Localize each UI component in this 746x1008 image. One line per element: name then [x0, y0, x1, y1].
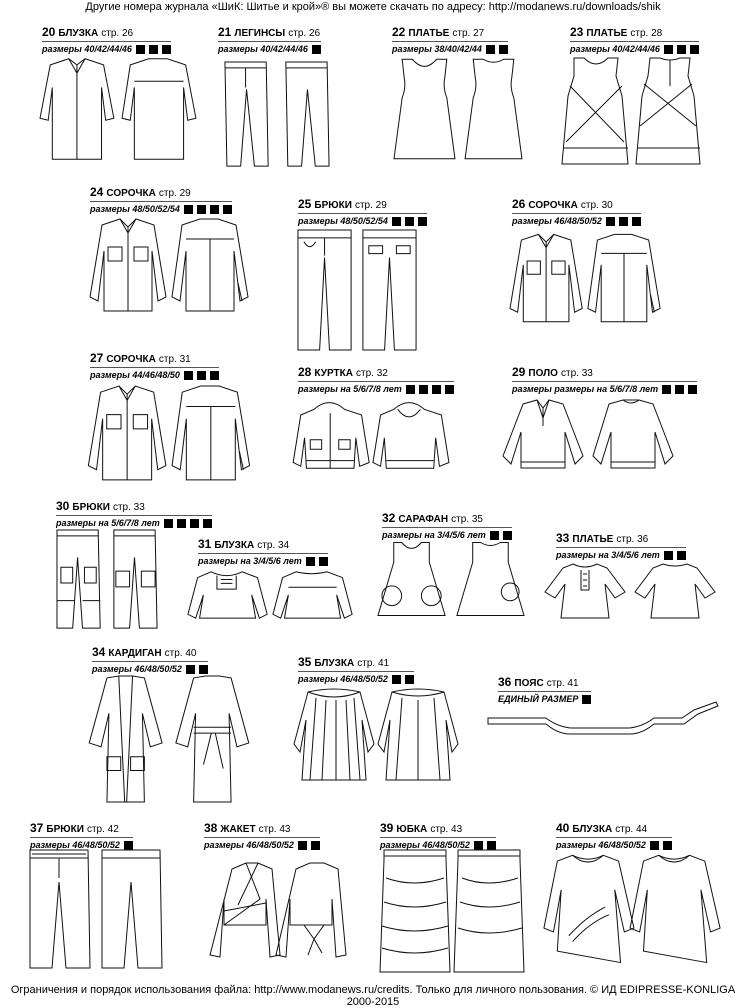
garment-sketch-blouse	[40, 54, 200, 166]
item-name: САРАФАН	[398, 514, 449, 525]
garment-sketch-smock	[186, 566, 356, 622]
item-title	[92, 646, 208, 660]
item-number: 23	[570, 25, 584, 39]
catalog-item-33	[556, 532, 686, 561]
sizes-label: размеры 46/48/50/52	[204, 840, 294, 850]
item-title	[556, 532, 686, 546]
catalog-item-26	[512, 198, 641, 227]
difficulty-square-icon	[210, 371, 219, 380]
item-number: 38	[204, 821, 218, 835]
item-name: ПЛАТЬЕ	[586, 28, 628, 39]
garment-sketch-cardigan	[76, 674, 262, 806]
item-name: ЮБКА	[396, 824, 428, 835]
item-title	[298, 366, 454, 380]
difficulty-square-icon	[186, 665, 195, 674]
page-header: Другие номера журнала «ШиК: Шитье и крой»® вы можете скачать по адресу: http://modanews.ru/downloads/shik	[85, 1, 661, 13]
item-title	[512, 198, 641, 212]
item-name: БЛУЗКА	[214, 540, 255, 551]
difficulty-square-icon	[675, 385, 684, 394]
item-number: 33	[556, 531, 570, 545]
item-title	[90, 352, 219, 366]
item-page: стр. 31	[158, 354, 191, 365]
item-page: стр. 29	[354, 200, 387, 211]
item-title	[498, 676, 591, 690]
item-page: стр. 33	[561, 368, 593, 379]
item-page: стр. 36	[616, 534, 649, 545]
item-name: ЛЕГИНСЫ	[234, 28, 286, 39]
sizes-label: размеры 40/42/44/46	[42, 44, 132, 54]
item-page: стр. 32	[356, 368, 388, 379]
catalog-item-22	[392, 26, 508, 55]
item-number: 37	[30, 821, 44, 835]
catalog-item-20	[42, 26, 171, 55]
difficulty-square-icon	[197, 205, 206, 214]
item-sizes	[512, 381, 697, 395]
item-title	[218, 26, 321, 40]
item-number: 25	[298, 197, 312, 211]
item-name: СОРОЧКА	[106, 354, 156, 365]
item-title	[570, 26, 699, 40]
item-name: БРЮКИ	[46, 824, 84, 835]
catalog-item-38	[204, 822, 320, 851]
difficulty-square-icon	[319, 557, 328, 566]
item-number: 27	[90, 351, 104, 365]
difficulty-square-icon	[619, 217, 628, 226]
page-footer: Ограничения и порядок использования файла: http://www.modanews.ru/credits. Только для личного пользования. © ИД EDIPRESSE-KONLIGA 2000-2015	[10, 984, 736, 1008]
difficulty-square-icon	[662, 385, 671, 394]
difficulty-square-icon	[490, 531, 499, 540]
item-title	[198, 538, 328, 552]
garment-sketch-cargo	[54, 528, 162, 632]
item-sizes	[92, 661, 208, 675]
item-number: 39	[380, 821, 394, 835]
item-title	[382, 512, 512, 526]
sizes-label: размеры 40/42/44/46	[218, 44, 308, 54]
difficulty-square-icon	[184, 371, 193, 380]
garment-sketch-shirt	[90, 216, 250, 316]
garment-sketch-dress	[392, 56, 526, 164]
item-sizes	[392, 41, 508, 55]
item-name: КУРТКА	[314, 368, 353, 379]
item-page: стр. 43	[258, 824, 291, 835]
garment-sketch-dress-x	[560, 56, 704, 168]
item-sizes	[556, 547, 686, 561]
difficulty-square-icon	[432, 385, 441, 394]
item-number: 30	[56, 499, 70, 513]
difficulty-square-icon	[298, 841, 307, 850]
item-number: 32	[382, 511, 396, 525]
difficulty-square-icon	[311, 841, 320, 850]
item-name: ПОЛО	[528, 368, 558, 379]
sizes-label: размеры 46/48/50/52	[92, 664, 182, 674]
item-title	[90, 186, 232, 200]
item-sizes	[42, 41, 171, 55]
item-name: ПЛАТЬЕ	[408, 28, 450, 39]
item-sizes	[198, 553, 328, 567]
item-page: стр. 26	[288, 28, 321, 39]
sizes-label: размеры 46/48/50/52	[556, 840, 646, 850]
difficulty-square-icon	[419, 385, 428, 394]
difficulty-square-icon	[677, 45, 686, 54]
item-page: стр. 30	[580, 200, 613, 211]
difficulty-square-icon	[418, 217, 427, 226]
difficulty-square-icon	[664, 45, 673, 54]
item-page: стр. 26	[101, 28, 134, 39]
difficulty-square-icon	[164, 519, 173, 528]
sizes-label: размеры 44/46/48/50	[90, 370, 180, 380]
item-name: СОРОЧКА	[528, 200, 578, 211]
difficulty-square-icon	[632, 217, 641, 226]
difficulty-square-icon	[190, 519, 199, 528]
garment-sketch-pants	[28, 848, 164, 972]
item-name: ПОЯС	[514, 678, 544, 689]
garment-sketch-polo	[500, 396, 678, 472]
catalog-item-34	[92, 646, 208, 675]
item-number: 40	[556, 821, 570, 835]
item-page: стр. 34	[257, 540, 290, 551]
garment-sketch-skirt	[378, 848, 526, 976]
sizes-label: размеры 48/50/52/54	[90, 204, 180, 214]
item-sizes	[570, 41, 699, 55]
sizes-label: размеры 46/48/50/52	[30, 840, 120, 850]
item-page: стр. 40	[164, 648, 197, 659]
item-page: стр. 42	[86, 824, 119, 835]
item-title	[380, 822, 496, 836]
item-sizes	[204, 837, 320, 851]
item-sizes	[90, 367, 219, 381]
difficulty-square-icon	[406, 385, 415, 394]
sizes-label: размеры 40/42/44/46	[570, 44, 660, 54]
item-sizes	[382, 527, 512, 541]
difficulty-square-icon	[210, 205, 219, 214]
difficulty-square-icon	[392, 217, 401, 226]
garment-sketch-tunic	[542, 848, 722, 968]
sizes-label: размеры 46/48/50/52	[512, 216, 602, 226]
sizes-label: размеры 48/50/52/54	[298, 216, 388, 226]
sizes-label: размеры 38/40/42/44	[392, 44, 482, 54]
difficulty-square-icon	[162, 45, 171, 54]
item-name: КАРДИГАН	[108, 648, 162, 659]
item-sizes	[218, 41, 321, 55]
catalog-item-21	[218, 26, 321, 55]
item-page: стр. 28	[630, 28, 663, 39]
item-name: ЖАКЕТ	[220, 824, 256, 835]
item-sizes	[56, 515, 212, 529]
garment-sketch-belt	[486, 700, 720, 736]
difficulty-square-icon	[690, 45, 699, 54]
difficulty-square-icon	[149, 45, 158, 54]
item-number: 28	[298, 365, 312, 379]
item-number: 21	[218, 25, 232, 39]
item-number: 34	[92, 645, 106, 659]
difficulty-square-icon	[664, 551, 673, 560]
difficulty-square-icon	[392, 675, 401, 684]
item-number: 24	[90, 185, 104, 199]
item-title	[392, 26, 508, 40]
difficulty-square-icon	[486, 45, 495, 54]
item-page: стр. 33	[112, 502, 145, 513]
difficulty-square-icon	[177, 519, 186, 528]
item-sizes	[298, 381, 454, 395]
sizes-label: размеры на 3/4/5/6 лет	[556, 550, 660, 560]
garment-sketch-sundress	[376, 540, 526, 620]
item-title	[30, 822, 133, 836]
item-name: БЛУЗКА	[314, 658, 355, 669]
item-sizes	[298, 213, 427, 227]
item-title	[204, 822, 320, 836]
difficulty-square-icon	[606, 217, 615, 226]
difficulty-square-icon	[312, 45, 321, 54]
catalog-item-28	[298, 366, 454, 395]
item-page: стр. 41	[357, 658, 390, 669]
item-page: стр. 27	[452, 28, 485, 39]
item-title	[56, 500, 212, 514]
sizes-label: размеры на 3/4/5/6 лет	[382, 530, 486, 540]
item-sizes	[90, 201, 232, 215]
garment-sketch-peasant	[292, 684, 460, 784]
item-name: БРЮКИ	[72, 502, 110, 513]
item-number: 26	[512, 197, 526, 211]
garment-sketch-wrap	[208, 850, 348, 970]
sizes-label: ЕДИНЫЙ РАЗМЕР	[498, 694, 579, 704]
catalog-item-35	[298, 656, 414, 685]
sizes-label: размеры на 5/6/7/8 лет	[56, 518, 160, 528]
difficulty-square-icon	[405, 217, 414, 226]
item-name: СОРОЧКА	[106, 188, 156, 199]
sizes-label: размеры на 5/6/7/8 лет	[298, 384, 402, 394]
item-number: 22	[392, 25, 406, 39]
difficulty-square-icon	[445, 385, 454, 394]
item-title	[298, 656, 414, 670]
difficulty-square-icon	[688, 385, 697, 394]
item-page: стр. 44	[615, 824, 648, 835]
catalog-item-27	[90, 352, 219, 381]
difficulty-square-icon	[184, 205, 193, 214]
item-page: стр. 35	[451, 514, 483, 525]
catalog-item-23	[570, 26, 699, 55]
garment-sketch-trousers	[296, 228, 420, 354]
difficulty-square-icon	[197, 371, 206, 380]
item-page: стр. 29	[158, 188, 191, 199]
sizes-label: размеры 46/48/50/52	[298, 674, 388, 684]
catalog-item-29	[512, 366, 697, 395]
difficulty-square-icon	[136, 45, 145, 54]
garment-sketch-shirt	[88, 384, 252, 484]
catalog-item-32	[382, 512, 512, 541]
garment-sketch-shirt	[510, 226, 662, 332]
item-name: БРЮКИ	[314, 200, 352, 211]
item-number: 36	[498, 675, 512, 689]
catalog-item-37	[30, 822, 133, 851]
catalog-item-30	[56, 500, 212, 529]
difficulty-square-icon	[405, 675, 414, 684]
item-title	[556, 822, 672, 836]
difficulty-square-icon	[306, 557, 315, 566]
item-page: стр. 43	[430, 824, 463, 835]
item-sizes	[512, 213, 641, 227]
sizes-label: размеры на 3/4/5/6 лет	[198, 556, 302, 566]
difficulty-square-icon	[203, 519, 212, 528]
catalog-item-24	[90, 186, 232, 215]
difficulty-square-icon	[503, 531, 512, 540]
item-title	[42, 26, 171, 40]
item-title	[298, 198, 427, 212]
catalog-item-40	[556, 822, 672, 851]
item-title	[512, 366, 697, 380]
item-name: БЛУЗКА	[58, 28, 99, 39]
sizes-label: размеры размеры на 5/6/7/8 лет	[512, 384, 659, 394]
difficulty-square-icon	[499, 45, 508, 54]
garment-sketch-jacket	[290, 396, 454, 472]
difficulty-square-icon	[223, 205, 232, 214]
item-number: 29	[512, 365, 526, 379]
difficulty-square-icon	[677, 551, 686, 560]
item-name: БЛУЗКА	[572, 824, 613, 835]
sizes-label: размеры 46/48/50/52	[380, 840, 470, 850]
garment-sketch-kid-dress	[540, 560, 720, 622]
garment-sketch-leggings	[218, 60, 336, 170]
catalog-item-25	[298, 198, 427, 227]
catalog-item-31	[198, 538, 328, 567]
difficulty-square-icon	[199, 665, 208, 674]
item-number: 20	[42, 25, 56, 39]
item-page: стр. 41	[546, 678, 579, 689]
item-number: 31	[198, 537, 212, 551]
item-number: 35	[298, 655, 312, 669]
catalog-item-39	[380, 822, 496, 851]
item-sizes	[298, 671, 414, 685]
item-name: ПЛАТЬЕ	[572, 534, 614, 545]
